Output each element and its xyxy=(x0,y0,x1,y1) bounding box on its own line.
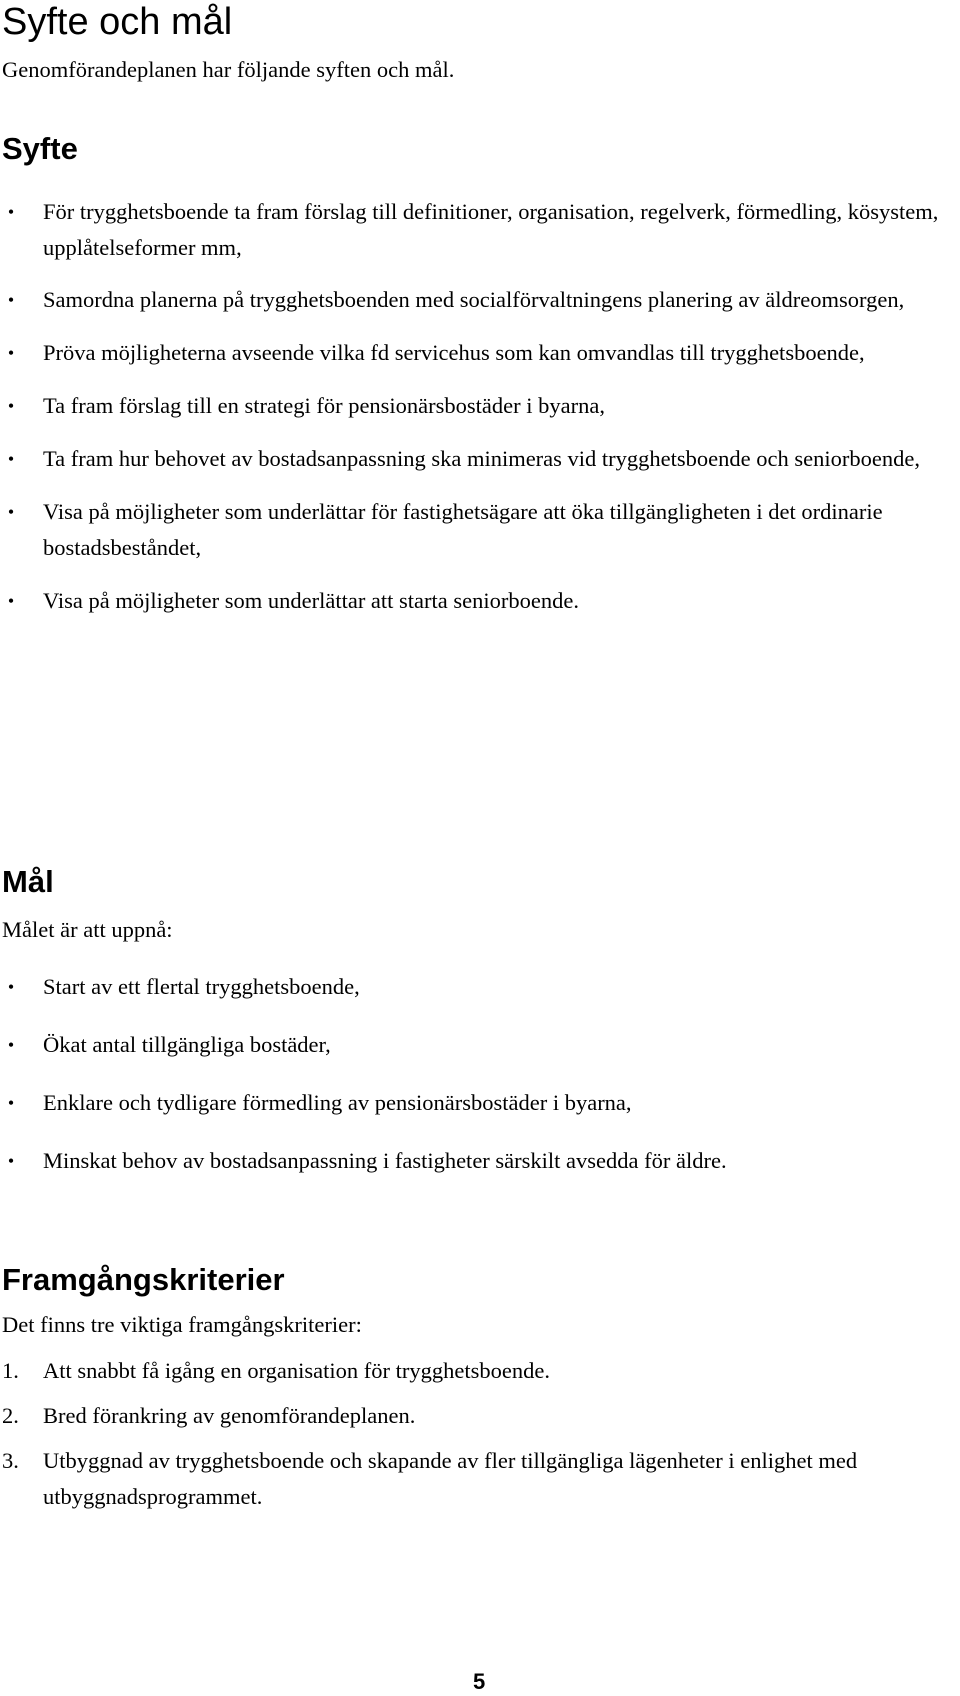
syfte-list xyxy=(0,194,955,619)
bullet-icon: • xyxy=(7,396,15,416)
mal-heading: Mål xyxy=(2,864,54,899)
list-item xyxy=(0,1143,955,1179)
list-item xyxy=(0,583,955,619)
framgang-list xyxy=(0,1353,955,1515)
framgang-intro-text: Det finns tre viktiga framgångskriterier: xyxy=(2,1312,362,1337)
list-item-text: Visa på möjligheter som underlättar för fastighetsägare att öka tillgängligheten i det ordinarie bostadsbeståndet, xyxy=(43,499,883,560)
list-item xyxy=(0,388,955,424)
list-item xyxy=(0,969,955,1005)
mal-intro-text: Målet är att uppnå: xyxy=(2,917,173,942)
syfte-heading: Syfte xyxy=(2,131,78,166)
bullet-icon: • xyxy=(7,449,15,469)
list-item-text: Bred förankring av genomförandeplanen. xyxy=(43,1403,416,1428)
list-item xyxy=(0,1353,955,1389)
list-item-text: Enklare och tydligare förmedling av pensionärsbostäder i byarna, xyxy=(43,1090,632,1115)
list-item-text: Ta fram förslag till en strategi för pensionärsbostäder i byarna, xyxy=(43,393,605,418)
list-item-text: Ta fram hur behovet av bostadsanpassning ska minimeras vid trygghetsboende och seniorboende, xyxy=(43,446,920,471)
list-item-text: Utbyggnad av trygghetsboende och skapande av fler tillgängliga lägenheter i enlighet med utbyggnadsprogrammet. xyxy=(43,1448,858,1509)
list-item-text: Samordna planerna på trygghetsboenden med socialförvaltningens planering av äldreomsorgen, xyxy=(43,287,905,312)
list-item xyxy=(0,441,955,477)
page-title: Syfte och mål xyxy=(2,1,233,43)
bullet-icon: • xyxy=(7,591,15,611)
list-item-text: För trygghetsboende ta fram förslag till definitioner, organisation, regelverk, förmedling, kösystem, upplåtelseformer mm, xyxy=(43,199,939,260)
bullet-icon: • xyxy=(7,290,15,310)
list-item xyxy=(0,1443,955,1515)
list-item xyxy=(0,1085,955,1121)
list-item xyxy=(0,1398,955,1434)
bullet-icon: • xyxy=(7,343,15,363)
list-item-text: Ökat antal tillgängliga bostäder, xyxy=(43,1032,331,1057)
bullet-icon: • xyxy=(7,1151,15,1171)
list-number: 1. xyxy=(2,1358,19,1383)
list-item-text: Minskat behov av bostadsanpassning i fastigheter särskilt avsedda för äldre. xyxy=(43,1148,727,1173)
list-item xyxy=(0,494,955,566)
mal-list xyxy=(0,969,955,1179)
page-number: 5 xyxy=(473,1669,486,1694)
bullet-icon: • xyxy=(7,977,15,997)
list-item-text: Start av ett flertal trygghetsboende, xyxy=(43,974,360,999)
bullet-icon: • xyxy=(7,502,15,522)
bullet-icon: • xyxy=(7,1035,15,1055)
list-item xyxy=(0,282,955,318)
list-item-text: Att snabbt få igång en organisation för trygghetsboende. xyxy=(43,1358,550,1383)
list-item xyxy=(0,194,955,266)
list-number: 2. xyxy=(2,1403,19,1428)
list-item-text: Visa på möjligheter som underlättar att starta seniorboende. xyxy=(43,588,579,613)
list-item xyxy=(0,335,955,371)
bullet-icon: • xyxy=(7,1093,15,1113)
list-item-text: Pröva möjligheterna avseende vilka fd servicehus som kan omvandlas till trygghetsboende, xyxy=(43,340,865,365)
intro-text: Genomförandeplanen har följande syften och mål. xyxy=(2,57,455,82)
list-number: 3. xyxy=(2,1448,19,1473)
list-item xyxy=(0,1027,955,1063)
bullet-icon: • xyxy=(7,202,15,222)
framgang-heading: Framgångskriterier xyxy=(2,1262,285,1297)
